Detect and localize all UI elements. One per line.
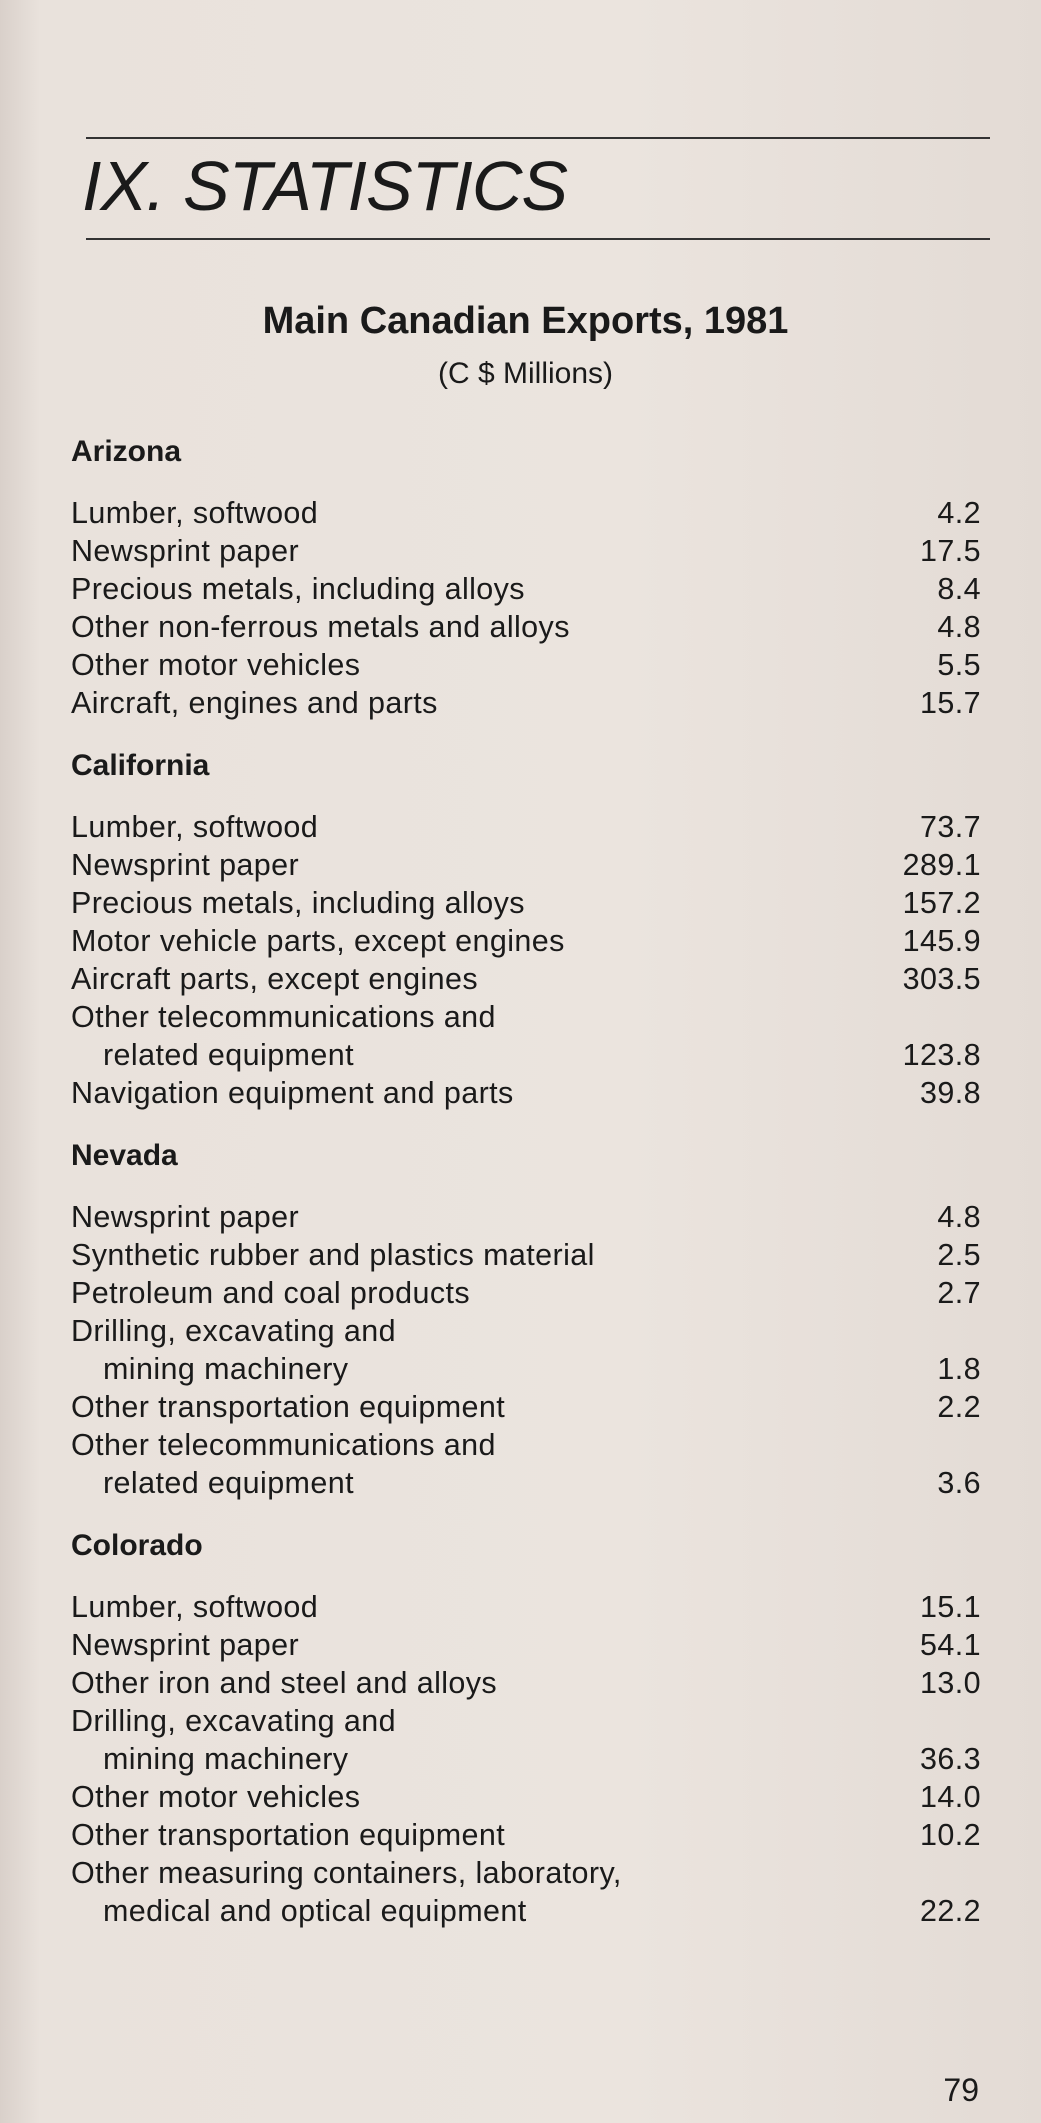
table-row <box>71 1626 981 1664</box>
row-value: 14.0 <box>920 1780 981 1814</box>
row-label: Petroleum and coal products <box>71 1276 471 1310</box>
row-label-line2: related equipment <box>103 1466 354 1500</box>
row-label: Other motor vehicles <box>71 648 361 682</box>
row-label: Other motor vehicles <box>71 1780 361 1814</box>
row-label-line2: related equipment <box>103 1038 354 1072</box>
row-label <box>71 1854 622 1930</box>
table-row <box>71 1664 981 1702</box>
row-label: Lumber, softwood <box>71 810 319 844</box>
row-label: Other transportation equipment <box>71 1818 506 1852</box>
row-value: 13.0 <box>920 1666 981 1700</box>
row-label: Other iron and steel and alloys <box>71 1666 498 1700</box>
section-heading: Colorado <box>71 1529 203 1562</box>
table-row <box>71 1274 981 1312</box>
row-label: Newsprint paper <box>71 534 300 568</box>
row-label: Lumber, softwood <box>71 1590 319 1624</box>
row-label-line1: Other telecommunications and <box>71 1428 496 1462</box>
section-colorado <box>71 1528 981 1930</box>
table-row <box>71 1702 981 1778</box>
table-row <box>71 922 981 960</box>
row-value: 2.7 <box>937 1276 981 1310</box>
bottom-rule <box>86 238 990 240</box>
table-row <box>71 1426 981 1502</box>
row-label: Newsprint paper <box>71 848 300 882</box>
table-row <box>71 998 981 1074</box>
table-row <box>71 570 981 608</box>
table-row <box>71 1074 981 1112</box>
row-label-line2: medical and optical equipment <box>103 1894 527 1928</box>
table-row <box>71 1236 981 1274</box>
row-value: 4.8 <box>937 610 981 644</box>
document-title: Main Canadian Exports, 1981 <box>262 300 789 342</box>
section-heading: Nevada <box>71 1139 178 1172</box>
row-label: Aircraft, engines and parts <box>71 686 438 720</box>
row-label-line1: Other telecommunications and <box>71 1000 496 1034</box>
row-label <box>71 1312 396 1388</box>
row-value: 4.8 <box>937 1200 981 1234</box>
row-label: Synthetic rubber and plastics material <box>71 1238 595 1272</box>
table-row <box>71 1198 981 1236</box>
row-label: Motor vehicle parts, except engines <box>71 924 565 958</box>
row-value: 15.1 <box>920 1590 981 1624</box>
row-label-line1: Drilling, excavating and <box>71 1314 396 1348</box>
section-heading: Arizona <box>71 435 182 468</box>
row-label: Lumber, softwood <box>71 496 319 530</box>
row-value: 5.5 <box>937 648 981 682</box>
document-subtitle: (C $ Millions) <box>437 357 614 390</box>
chapter-title: IX. STATISTICS <box>82 147 568 225</box>
table-row <box>71 846 981 884</box>
table-row <box>71 532 981 570</box>
row-value: 2.5 <box>937 1238 981 1272</box>
row-value: 289.1 <box>902 848 981 882</box>
table-row <box>71 1778 981 1816</box>
row-label <box>71 998 496 1074</box>
page-number: 79 <box>943 2072 979 2108</box>
row-value: 73.7 <box>920 810 981 844</box>
section-heading: California <box>71 749 210 782</box>
row-label: Precious metals, including alloys <box>71 572 525 606</box>
row-value: 157.2 <box>902 886 981 920</box>
table-row <box>71 608 981 646</box>
row-value: 8.4 <box>937 572 981 606</box>
row-label <box>71 1702 396 1778</box>
table-row <box>71 1388 981 1426</box>
row-value: 303.5 <box>902 962 981 996</box>
row-label: Newsprint paper <box>71 1628 300 1662</box>
table-row <box>71 1312 981 1388</box>
section-nevada <box>71 1138 981 1502</box>
table-row <box>71 808 981 846</box>
row-label-line1: Drilling, excavating and <box>71 1704 396 1738</box>
row-value: 2.2 <box>937 1390 981 1424</box>
table-row <box>71 960 981 998</box>
row-value: 22.2 <box>920 1894 981 1928</box>
top-rule <box>86 137 990 139</box>
exports-list <box>71 434 981 1956</box>
row-value: 10.2 <box>920 1818 981 1852</box>
row-value: 36.3 <box>920 1742 981 1776</box>
row-label: Precious metals, including alloys <box>71 886 525 920</box>
row-value: 39.8 <box>920 1076 981 1110</box>
row-label-line2: mining machinery <box>103 1352 349 1386</box>
row-value: 15.7 <box>920 686 981 720</box>
row-label: Aircraft parts, except engines <box>71 962 478 996</box>
row-label: Other non-ferrous metals and alloys <box>71 610 570 644</box>
row-label-line2: mining machinery <box>103 1742 349 1776</box>
table-row <box>71 684 981 722</box>
row-value: 54.1 <box>920 1628 981 1662</box>
section-california <box>71 748 981 1112</box>
row-label: Navigation equipment and parts <box>71 1076 514 1110</box>
table-row <box>71 884 981 922</box>
row-value: 4.2 <box>937 496 981 530</box>
row-value: 17.5 <box>920 534 981 568</box>
row-value: 3.6 <box>937 1466 981 1500</box>
table-row <box>71 1854 981 1930</box>
table-row <box>71 646 981 684</box>
row-label-line1: Other measuring containers, laboratory, <box>71 1856 622 1890</box>
row-label: Other transportation equipment <box>71 1390 506 1424</box>
section-arizona <box>71 434 981 722</box>
row-label <box>71 1426 496 1502</box>
row-value: 123.8 <box>902 1038 981 1072</box>
row-label: Newsprint paper <box>71 1200 300 1234</box>
table-row <box>71 1816 981 1854</box>
table-row <box>71 1588 981 1626</box>
row-value: 145.9 <box>902 924 981 958</box>
row-value: 1.8 <box>937 1352 981 1386</box>
table-row <box>71 494 981 532</box>
